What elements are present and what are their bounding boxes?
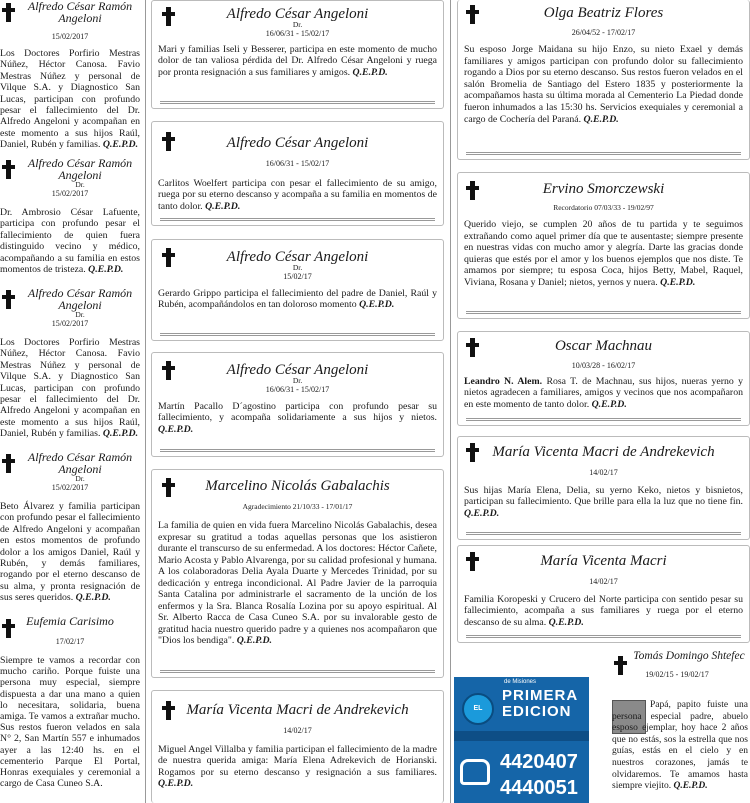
qepd: Q.E.P.D.	[673, 781, 708, 792]
ad-line1: PRIMERA	[502, 687, 579, 704]
message: Martín Pacallo D´agostino participa con profundo pesar su fallecimiento, y acompaña solidariamente a sus hijos y nietos.	[158, 401, 437, 424]
qepd: Q.E.P.D.	[236, 635, 272, 646]
qepd: Q.E.P.D.	[591, 398, 627, 410]
message: Sus hijas María Elena, Delia, su yerno Keko, nietos y bisnietos, participan su fallecimiento. Que brille para ella la luz que no tiene fin.	[464, 485, 743, 508]
divider	[160, 101, 435, 104]
message: Beto Álvarez y familia participan con profundo pesar el fallecimiento de Alfredo Angeloni y acompañan en estos momentos de profundo dolor a los amigos Daniel, Raúl y Rubén, y demás familiares, rogando por el eterno descanso de su alma, y pronta resignación de sus seres queridos.	[0, 501, 140, 604]
obituary	[0, 0, 140, 151]
date: Recordatorio 07/03/33 - 19/02/97	[553, 203, 654, 212]
divider	[160, 670, 435, 673]
location: Leandro N. Alem.	[464, 376, 543, 387]
obituary	[0, 451, 140, 604]
divider	[466, 311, 741, 314]
obituary	[0, 157, 140, 275]
tomas-message	[612, 700, 748, 793]
message: Dr. Ambrosio César Lafuente, participa con profundo pesar el fallecimiento de quien fuera distinguido vecino y médico, acompañando a su familia en estos momentos de tristeza.	[0, 207, 140, 276]
telephone-icon	[460, 759, 490, 785]
ad-line2: EDICION	[502, 703, 572, 720]
date: Agradecimiento 21/10/33 - 17/01/17	[242, 502, 353, 511]
qepd: Q.E.P.D.	[158, 423, 194, 435]
title: Dr.	[292, 20, 303, 29]
obituary	[0, 287, 140, 440]
divider	[466, 532, 741, 535]
title: Dr.	[75, 474, 85, 483]
middle-column	[151, 0, 444, 803]
deceased-name: Alfredo César Angeloni	[226, 135, 369, 151]
cross-icon	[2, 160, 15, 179]
deceased-name: Eufemia Carisimo	[26, 614, 114, 628]
obituary	[457, 436, 750, 540]
qepd: Q.E.P.D.	[205, 200, 241, 212]
date: 14/02/17	[283, 726, 312, 735]
title: Dr.	[292, 376, 303, 385]
cross-icon	[2, 619, 15, 638]
ad-subtitle: de Misiones	[504, 679, 537, 685]
qepd: Q.E.P.D.	[75, 592, 111, 604]
obituary	[457, 172, 750, 319]
message: Papá, papito fuiste una persona especial padre, abuelo esposo ejemplar, hoy hace 2 años que no estás, sos la estrella que nos guías, estás en el cielo y en nuestros corazones, jamás te olvidaremos. Te amamos hasta siempre viejito.	[612, 700, 748, 792]
divider	[160, 333, 435, 336]
message: Carlitos Woelfert participa con pesar el fallecimiento de su amigo, ruega por su eterno descanso y acompaña a su familia en momentos de tanto dolor.	[158, 178, 437, 212]
divider	[466, 635, 741, 638]
qepd: Q.E.P.D.	[359, 299, 395, 311]
message: Mari y familias Iseli y Besserer, participa en este momento de mucho dolor de tan valiosa pérdida del Dr. Alfredo César Angeloni y ruega por pronta resignación a sus familiares y amigos.	[158, 44, 437, 78]
message: Su esposo Jorge Maidana su hijo Enzo, su nieto Exael y demás familiares y amigos participan con profundo dolor su fallecimiento rogando a Dios por su eterno descanso. Sus restos fueron velados en el salón Bromelia de Santiago del Estero 1835 y posteriormente la acompañamos hasta su última morada al Cementerio La Piedad donde fueron inhumados a las 15:30 hs. Servicios exequiales y ceremonial a cargo de Cochería del Paraná.	[464, 44, 743, 125]
title: Dr.	[75, 180, 85, 189]
ad-ribbon	[454, 731, 589, 741]
cross-icon	[2, 454, 15, 473]
message: Rosa T. de Machnau, sus hijos, nueras yerno y nietos agradecen a familiares, amigos y vecinos que nos acompañaron en este momento de tanto dolor.	[464, 376, 743, 410]
ad-phones	[500, 749, 578, 801]
ad-headline	[502, 688, 578, 720]
divider	[160, 449, 435, 452]
date: 15/02/2017	[51, 32, 89, 41]
date: 15/02/2017	[51, 483, 89, 492]
date: 15/02/17	[283, 272, 312, 281]
date: 19/02/15 - 19/02/17	[645, 670, 709, 679]
deceased-name: Alfredo César Angeloni	[226, 6, 369, 22]
qepd: Q.E.P.D.	[102, 139, 139, 151]
divider	[466, 152, 741, 155]
date: 10/03/28 - 16/02/17	[571, 361, 636, 370]
qepd: Q.E.P.D.	[583, 113, 619, 125]
message: Familia Koropeski y Crucero del Norte participa con sentido pesar su fallecimiento, acompaña a sus familiares y ruega por el eterno descanso de su alma.	[464, 594, 743, 628]
obituary	[604, 650, 750, 680]
deceased-name: Ervino Smorczewski	[542, 181, 665, 197]
phone-number: 4440051	[500, 777, 578, 799]
divider	[160, 218, 435, 221]
date: 17/02/17	[55, 637, 85, 646]
qepd: Q.E.P.D.	[352, 66, 388, 78]
date: 15/02/2017	[51, 189, 89, 198]
title: Dr.	[75, 310, 85, 319]
date: 14/02/17	[589, 468, 618, 477]
deceased-name: Olga Beatriz Flores	[543, 5, 664, 21]
message: Los Doctores Porfirio Mestras Núñez, Héctor Canosa. Favio Mestras Núñez y personal de Vilque S.A. y Diagnostico San Lucas, participan con profundo pesar el fallecimiento del Dr. Alfredo Angeloni y acompañan en este momento a sus hijos Raúl, Daniel, Rubén y familias.	[0, 337, 140, 440]
newspaper-ad[interactable]	[454, 677, 589, 803]
deceased-name: María Vicenta Macri de Andrekevich	[186, 702, 409, 718]
phone-number: 4420407	[500, 751, 578, 773]
title: Dr.	[292, 263, 303, 272]
divider	[466, 418, 741, 421]
date: 14/02/17	[589, 577, 618, 586]
message: La familia de quien en vida fuera Marcelino Nicolás Gabalachis, desea expresar su gratitud a todas aquellas personas que los asistieron durante el transcurso de su enfermedad. A los doctores: Héctor Cañete, Mario Acosta y Pablo Alvarenga, por su calidad profesional y humana. A los colaboradoras Delia Ayala Duarte y Mercedes Trinidad, por su dedicación y entrega incondicional. Al Padre Javier de la parroquia Santa Catalina por administrarle el sacramento de la unción de los enfermos y la Sra. Blanca Rosalía Lozina por su apoyo espiritual. Al Sr. Alberto Racca de Casa Cuneo S.A. por su invalorable gesto de gratitud hacia nuestro querido padre y a quienes nos acompañaron que "Dios los bendiga".	[158, 520, 437, 646]
deceased-name: Oscar Machnau	[554, 338, 653, 354]
deceased-name: Alfredo César Ramón Angeloni	[27, 0, 133, 25]
date: 15/02/2017	[51, 319, 89, 328]
obituary	[151, 690, 444, 803]
message: Miguel Angel Villalba y familia participan el fallecimiento de la madre de nuestra querida amiga: María Elena Adrekevich de Horianski. Rogamos por su eterno descanso y resignación a sus familiares.	[158, 744, 437, 778]
message: Querido viejo, se cumplen 20 años de tu partida y te seguimos extrañando como aquel primer día que te ausentaste; siempre presente en nuestras vidas con mucho amor y alegría. Darte las gracias donde quieras que estés por el amor y los buenos ejemplos que nos diste. Te amamos por siempre; tu esposa Coca, hijos Betty, Mabel, Raquel, Viviana, Rosana y Daniel; nietos, yernos y nuera.	[464, 219, 743, 288]
deceased-name: Alfredo César Ramón Angeloni	[27, 450, 133, 476]
obituary	[151, 0, 444, 109]
message: Gerardo Grippo participa el fallecimiento del padre de Daniel, Raúl y Rubén, acompañándolos en tan doloroso momento	[158, 288, 437, 311]
deceased-name: Alfredo César Angeloni	[226, 362, 369, 378]
qepd: Q.E.P.D.	[88, 264, 124, 276]
qepd: Q.E.P.D.	[464, 507, 500, 519]
obituary	[457, 331, 750, 426]
date: 16/06/31 - 15/02/17	[265, 29, 330, 38]
obituary	[0, 615, 140, 789]
message: Los Doctores Porfirio Mestras Núñez, Héctor Canosa. Favio Mestras Núñez y personal de Vilque S.A. y Diagnostico San Lucas, participan con profundo pesar el fallecimiento del Dr. Alfredo Angeloni y acompañan en este momento a sus hijos Raúl, Daniel, Rubén y familias.	[0, 48, 140, 151]
qepd: Q.E.P.D.	[548, 616, 584, 628]
cross-icon	[2, 290, 15, 309]
deceased-name: Alfredo César Angeloni	[226, 249, 369, 265]
deceased-name: Marcelino Nicolás Gabalachis	[205, 478, 390, 494]
cross-icon	[2, 3, 15, 22]
date: 16/06/31 - 15/02/17	[265, 159, 330, 168]
obituary	[151, 121, 444, 226]
obituary	[457, 545, 750, 643]
deceased-name: María Vicenta Macri de Andrekevich	[492, 444, 715, 460]
date: 26/04/52 - 17/02/17	[571, 28, 636, 37]
deceased-name: Alfredo César Ramón Angeloni	[27, 156, 133, 182]
obituary	[151, 469, 444, 678]
deceased-name: Alfredo César Ramón Angeloni	[27, 286, 133, 312]
qepd: Q.E.P.D.	[102, 428, 139, 440]
obituary	[151, 352, 444, 457]
deceased-name: Tomás Domingo Shtefec	[633, 650, 745, 662]
cross-icon	[614, 656, 627, 675]
newspaper-logo: EL	[462, 693, 494, 725]
date: 16/06/31 - 15/02/17	[265, 385, 330, 394]
obituary	[457, 0, 750, 160]
obituary	[151, 239, 444, 341]
message: Siempre te vamos a recordar con mucho cariño. Porque fuiste una persona muy especial, siempre dispuesta a dar una mano a quien lo necesitara, solidaria, buena amiga. Te vamos a extrañar mucho. Sus restos fueron velados en sala N° 2, San Martín 557 e inhumados ayer a las 12:40 hs. en el cementerio Parque El Portal, Honras exequiales y ceremonial a cargo de Casa Cuneo S.A.	[0, 655, 140, 790]
qepd: Q.E.P.D.	[660, 276, 696, 288]
qepd: Q.E.P.D.	[158, 778, 194, 790]
deceased-name: María Vicenta Macri	[540, 553, 667, 569]
